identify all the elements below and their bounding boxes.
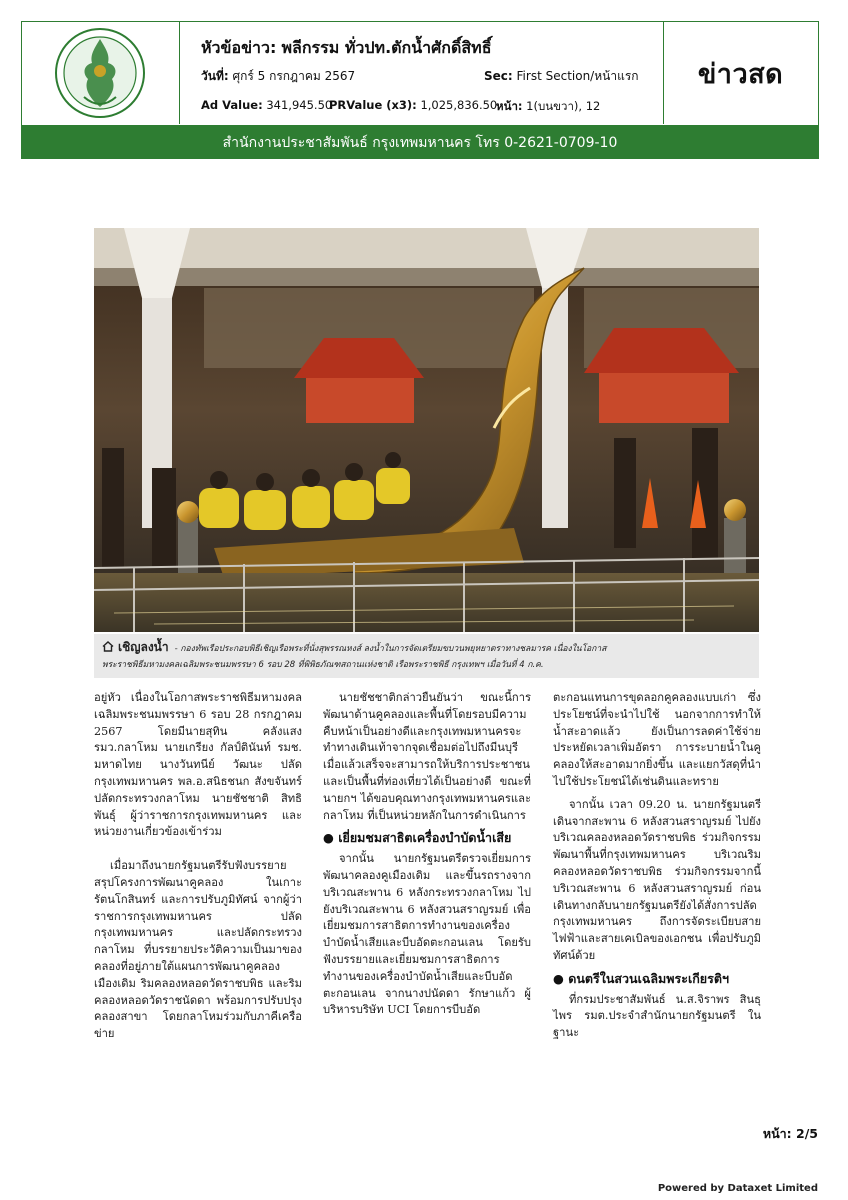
bma-seal-logo xyxy=(54,27,146,119)
page-value: 1(บนขวา), 12 xyxy=(526,99,601,113)
article-column-3 xyxy=(553,690,761,1042)
article-column-2 xyxy=(323,690,531,1019)
article-paragraph: เมื่อมาถึงนายกรัฐมนตรีรับฟังบรรยายสรุปโครงการพัฒนาคูคลอง ในเกาะรัตนโกสินทร์ และการปรับภูมิทัศน์ จากผู้ว่าราชการกรุงเทพมหานคร ปลัดกรุงเทพมหานคร และปลัดกระทรวงกลาโหม ที่บรรยายประวัติความเป็นมาของคลองที่อยู่ภายใต้แผนการพัฒนาคูคลองเมืองเดิม ริมคลองหลอดวัดราชบพิธ และริมคลองหลอดวัดราชนัดดา พร้อมการปรับปรุงคลองสาขา โดยกลาโหมร่วมกับภาคีเครือข่าย xyxy=(94,859,302,1041)
article-paragraph: ที่กรมประชาสัมพันธ์ น.ส.จิราพร สินธุไพร รมต.ประจำสำนักนายกรัฐมนตรี ในฐานะ xyxy=(553,992,761,1040)
subheading-text: เยี่ยมชมสาธิตเครื่องบำบัดน้ำเสีย xyxy=(338,830,512,846)
clipping-header xyxy=(21,21,819,126)
page-field xyxy=(496,98,600,116)
caption-line-2: พระราชพิธีมหามงคลเฉลิมพระชนมพรรษา 6 รอบ 28 ที่พิพิธภัณฑสถานแห่งชาติ เรือพระราชพิธี กรุงเทพฯ เมื่อวันที่ 4 ก.ค. xyxy=(102,660,544,670)
royal-barge-photo xyxy=(94,228,759,632)
ad-value-label: Ad Value: xyxy=(201,98,263,112)
ad-value-field xyxy=(201,98,332,112)
headline-row xyxy=(201,36,491,61)
powered-by: Powered by Dataxet Limited xyxy=(657,1183,818,1194)
section-field xyxy=(484,67,639,86)
home-icon xyxy=(102,641,114,652)
headline: พลีกรรม ทั่วปท.ตักน้ำศักดิ์สิทธิ์ xyxy=(281,38,492,57)
page-indicator: หน้า: 2/5 xyxy=(762,1126,818,1141)
caption-line-1: - กองทัพเรือประกอบพิธีเชิญเรือพระที่นั่งสุพรรณหงส์ ลงน้ำในการจัดเตรียมขบวนพยุหยาตราทางชลมารค เนื่องในโอกาส xyxy=(174,644,607,654)
ad-value: 341,945.50 xyxy=(266,98,333,112)
pr-value-label: PRValue (x3): xyxy=(329,98,417,112)
pr-value: 1,025,836.50 xyxy=(420,98,498,112)
headline-label: หัวข้อข่าว: xyxy=(201,38,277,57)
article-subheading: ● เยี่ยมชมสาธิตเครื่องบำบัดน้ำเสีย xyxy=(323,830,512,846)
page-label: หน้า: xyxy=(496,99,523,113)
photo-caption xyxy=(94,634,759,678)
article-column-1 xyxy=(94,690,302,1043)
article-paragraph: จากนั้น เวลา 09.20 น. นายกรัฐมนตรีเดินจากสะพาน 6 หลังสวนสราญรมย์ ไปยังบริเวณคลองหลอดวัดราชบพิธ ร่วมกิจกรรมพัฒนาพื้นที่กรุงเทพมหานคร บริเวณริมคลองหลอดวัดราชบพิธ ร่วมกิจกรรมจากนี้ บริเวณสะพาน 6 หลังสวนสราญรมย์ ก่อนเดินทางกลับนายกรัฐมนตรียังได้สั่งการปลัดกรุงเทพมหานคร ถึงการจัดระเบียบสายไฟฟ้าและสายเคเบิลของเอกชน เพื่อปรับภูมิทัศน์ด้วย xyxy=(553,797,761,962)
office-banner: สำนักงานประชาสัมพันธ์ กรุงเทพมหานคร โทร 0-2621-0709-10 xyxy=(21,126,819,159)
article-paragraph: อยู่หัว เนื่องในโอกาสพระราชพิธีมหามงคลเฉลิมพระชนมพรรษา 6 รอบ 28 กรกฎาคม 2567 โดยมีนายสุทิน คลังแสง รมว.กลาโหม นายเกรียง กัลป์ตินันท์ รมช. มหาดไทย นางวันทนีย์ วัฒนะ ปลัดกรุงเทพมหานคร พล.อ.สนิธชนก สังขจันทร์ ปลัดกระทรวงกลาโหม นายชัชชาติ สิทธิพันธุ์ ผู้ว่าราชการกรุงเทพมหานคร และหน่วยงานเกี่ยวข้องเข้าร่วม xyxy=(94,691,302,839)
date-value: ศุกร์ 5 กรกฎาคม 2567 xyxy=(232,69,356,83)
meta-cell xyxy=(179,22,664,124)
news-photo xyxy=(94,228,759,632)
publication-name: ข่าวสด xyxy=(697,58,784,90)
logo-cell xyxy=(22,22,180,124)
article-paragraph: นายชัชชาติกล่าวยืนยันว่า ขณะนี้การพัฒนาด้านคูคลองและพื้นที่โดยรอบมีความคืบหน้าเป็นอย่างดีและกรุงเทพมหานครจะทำทางเดินเท้าจากจุดเชื่อมต่อไปถึงมีนบุรี เมื่อแล้วเสร็จจะสามารถให้บริการประชาชนและเป็นพื้นที่ท่องเที่ยวได้เป็นอย่างดี ขณะที่นายกฯ ได้ขอบคุณทางกรุงเทพมหานครและกลาโหม ที่เป็นหน่วยหลักในการดำเนินการ xyxy=(323,691,531,822)
sec-value: First Section/หน้าแรก xyxy=(516,69,639,83)
article-paragraph: ตะกอนแทนการขุดลอกคูคลองแบบเก่า ซึ่งประโยชน์ที่จะนำไปใช้ นอกจากการทำให้น้ำสะอาดแล้ว ยังเป็นการลดค่าใช้จ่ายประหยัดเวลาเพิ่มอัตรา การระบายน้ำในคูคลองให้สะอาดมากยิ่งขึ้น และแยกวัสดุที่นำไปใช้ประโยชน์ได้เช่นดินและทราย xyxy=(553,691,761,788)
pr-value-field xyxy=(329,98,497,112)
article-subheading: ● ดนตรีในสวนเฉลิมพระเกียรติฯ xyxy=(553,970,729,986)
date-label: วันที่: xyxy=(201,69,229,83)
article-paragraph: จากนั้น นายกรัฐมนตรีตรวจเยี่ยมการพัฒนาคลองคูเมืองเดิม และขึ้นรถรางจากบริเวณสะพาน 6 หลังกระทรวงกลาโหม ไปยังบริเวณสะพาน 6 หลังสวนสราญรมย์ เพื่อเยี่ยมชมการสาธิตการทำงานของเครื่องบำบัดน้ำเสียและบีบอัดตะกอนเลน โดยรับฟังบรรยายและเยี่ยมชมการสาธิตการทำงานของเครื่องบำบัดน้ำเสียและบีบอัดตะกอนเลน จากนางปนัดดา รักษาแก้ว ผู้บริหารบริษัท UCI โดยการบีบอัด xyxy=(323,852,531,1017)
publication-cell xyxy=(663,22,818,124)
subheading-text: ดนตรีในสวนเฉลิมพระเกียรติฯ xyxy=(568,970,729,986)
date-row xyxy=(201,67,355,86)
sec-label: Sec: xyxy=(484,69,513,83)
caption-heading: เชิญลงน้ำ xyxy=(118,640,169,654)
